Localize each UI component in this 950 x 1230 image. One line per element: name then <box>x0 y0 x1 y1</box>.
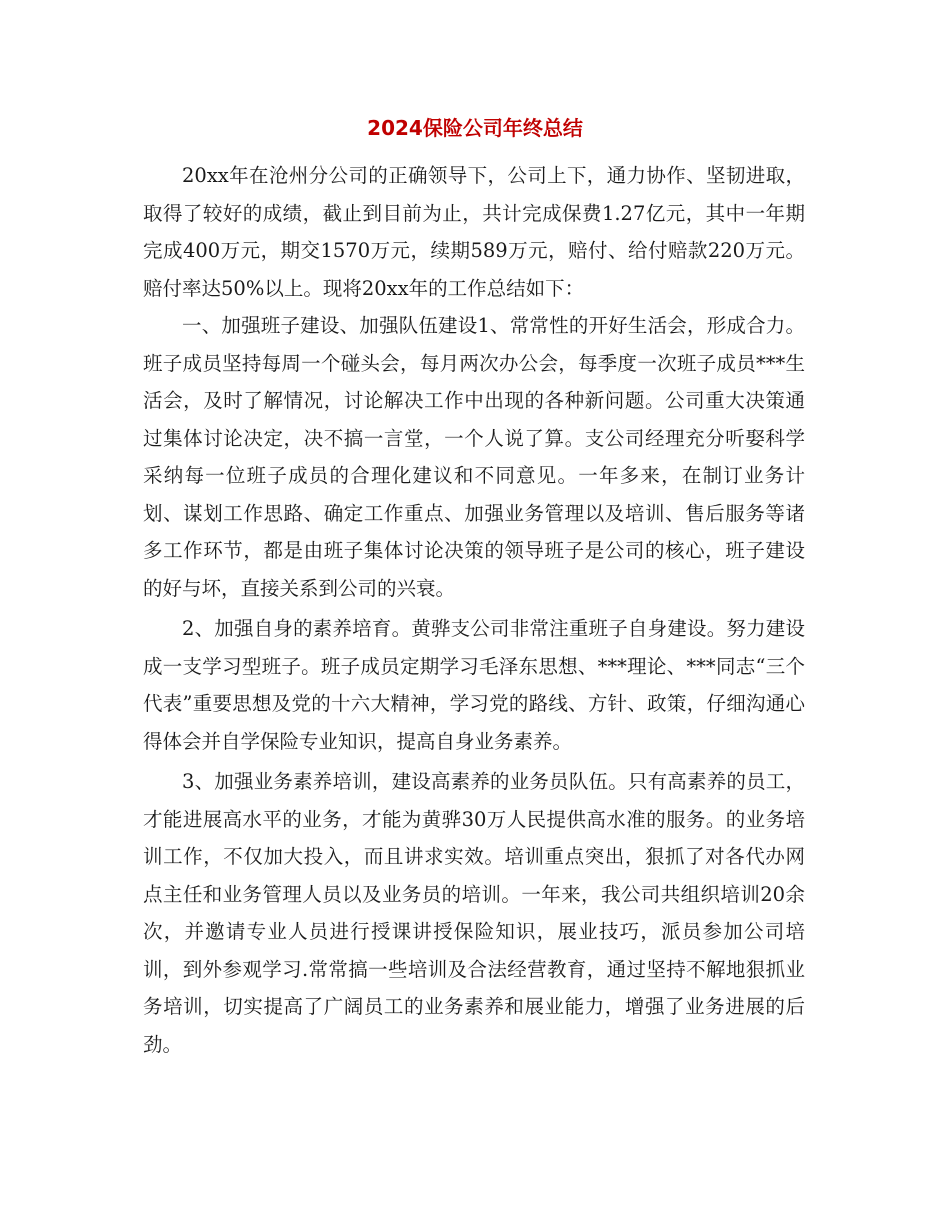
paragraph-team-building: 一、加强班子建设、加强队伍建设1、常常性的开好生活会，形成合力。班子成员坚持每周一个碰头会，每月两次办公会，每季度一次班子成员***生活会，及时了解情况，讨论解决工作中出现的各种新问题。公司重大决策通过集体讨论决定，决不搞一言堂，一个人说了算。支公司经理充分听娶科学采纳每一位班子成员的合理化建议和不同意见。一年多来，在制订业务计划、谋划工作思路、确定工作重点、加强业务管理以及培训、售后服务等诸多工作环节，都是由班子集体讨论决策的领导班子是公司的核心，班子建设的好与坏，直接关系到公司的兴衰。 <box>143 314 805 600</box>
document-body <box>143 157 805 1063</box>
document-title: 2024保险公司年终总结 <box>367 116 583 140</box>
paragraph-self-cultivation: 2、加强自身的素养培育。黄骅支公司非常注重班子自身建设。努力建设成一支学习型班子。班子成员定期学习毛泽东思想、***理论、***同志“三个代表”重要思想及党的十六大精神，学习党的路线、方针、政策，仔细沟通心得体会并自学保险专业知识，提高自身业务素养。 <box>143 617 805 753</box>
paragraph-training: 3、加强业务素养培训，建设高素养的业务员队伍。只有高素养的员工，才能进展高水平的业务，才能为黄骅30万人民提供高水准的服务。的业务培训工作，不仅加大投入，而且讲求实效。培训重点突出，狠抓了对各代办网点主任和业务管理人员以及业务员的培训。一年来，我公司共组织培训20余次，并邀请专业人员进行授课讲授保险知识，展业技巧，派员参加公司培训，到外参观学习.常常搞一些培训及合法经营教育，通过坚持不解地狠抓业务培训，切实提高了广阔员工的业务素养和展业能力，增强了业务进展的后劲。 <box>143 770 805 1056</box>
paragraph-intro: 20xx年在沧州分公司的正确领导下，公司上下，通力协作、坚韧进取，取得了较好的成绩，截止到目前为止，共计完成保费1.27亿元，其中一年期完成400万元，期交1570万元，续期589万元，赔付、给付赔款220万元。赔付率达50%以上。现将20xx年的工作总结如下： <box>143 164 805 300</box>
